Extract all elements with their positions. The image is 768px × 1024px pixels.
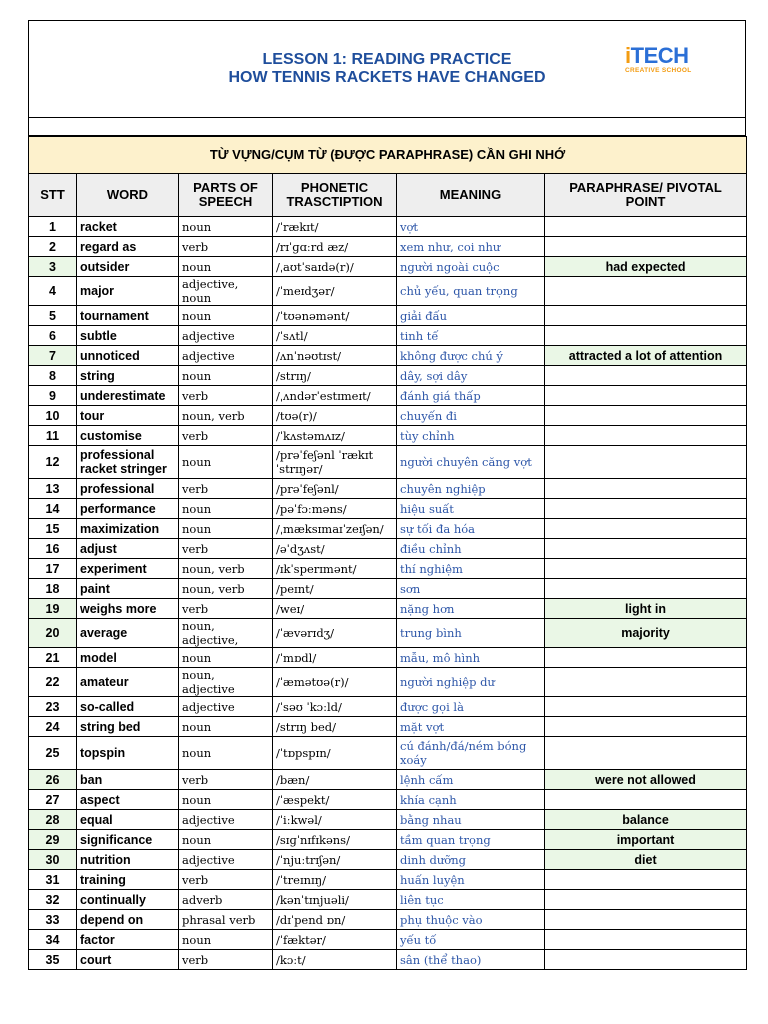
- cell-stt: 14: [29, 499, 77, 519]
- cell-para: [545, 930, 747, 950]
- table-row: [29, 479, 747, 499]
- cell-para: [545, 237, 747, 257]
- cell-stt: 33: [29, 910, 77, 930]
- cell-pos: noun: [179, 257, 273, 277]
- cell-pos: phrasal verb: [179, 910, 273, 930]
- cell-stt: 25: [29, 737, 77, 770]
- cell-phon: /ˈæmətʊə(r)/: [273, 668, 397, 697]
- cell-pos: adjective: [179, 346, 273, 366]
- column-header-row: [29, 174, 747, 217]
- cell-mean: phụ thuộc vào: [397, 910, 545, 930]
- table-row: [29, 950, 747, 970]
- table-row: [29, 539, 747, 559]
- cell-pos: noun: [179, 366, 273, 386]
- cell-stt: 29: [29, 830, 77, 850]
- cell-phon: /tʊə(r)/: [273, 406, 397, 426]
- cell-phon: /ʌnˈnəʊtɪst/: [273, 346, 397, 366]
- cell-stt: 6: [29, 326, 77, 346]
- cell-phon: /ˈrækɪt/: [273, 217, 397, 237]
- cell-stt: 26: [29, 770, 77, 790]
- table-row: [29, 930, 747, 950]
- cell-para: [545, 519, 747, 539]
- cell-stt: 21: [29, 648, 77, 668]
- cell-phon: /ˈiːkwəl/: [273, 810, 397, 830]
- cell-mean: được gọi là: [397, 697, 545, 717]
- cell-pos: noun: [179, 830, 273, 850]
- col-header-word: WORD: [77, 174, 179, 217]
- table-row: [29, 890, 747, 910]
- cell-stt: 31: [29, 870, 77, 890]
- cell-para: [545, 668, 747, 697]
- cell-mean: mặt vợt: [397, 717, 545, 737]
- cell-word: subtle: [77, 326, 179, 346]
- table-body: [29, 217, 747, 970]
- cell-stt: 23: [29, 697, 77, 717]
- table-row: [29, 790, 747, 810]
- cell-para: diet: [545, 850, 747, 870]
- cell-mean: tùy chỉnh: [397, 426, 545, 446]
- table-row: [29, 386, 747, 406]
- cell-word: average: [77, 619, 179, 648]
- cell-stt: 7: [29, 346, 77, 366]
- cell-pos: noun: [179, 790, 273, 810]
- cell-stt: 4: [29, 277, 77, 306]
- cell-stt: 16: [29, 539, 77, 559]
- cell-word: underestimate: [77, 386, 179, 406]
- cell-word: significance: [77, 830, 179, 850]
- table-row: [29, 519, 747, 539]
- cell-mean: người ngoài cuộc: [397, 257, 545, 277]
- cell-stt: 11: [29, 426, 77, 446]
- cell-pos: noun: [179, 217, 273, 237]
- cell-stt: 19: [29, 599, 77, 619]
- cell-para: had expected: [545, 257, 747, 277]
- cell-mean: trung bình: [397, 619, 545, 648]
- cell-word: ban: [77, 770, 179, 790]
- cell-stt: 27: [29, 790, 77, 810]
- cell-phon: /ˌʌndərˈestɪmeɪt/: [273, 386, 397, 406]
- cell-word: major: [77, 277, 179, 306]
- logo-i-letter: i: [625, 43, 631, 68]
- cell-pos: verb: [179, 870, 273, 890]
- cell-mean: nặng hơn: [397, 599, 545, 619]
- cell-stt: 10: [29, 406, 77, 426]
- table-row: [29, 346, 747, 366]
- cell-pos: noun: [179, 648, 273, 668]
- table-row: [29, 668, 747, 697]
- col-header-pos: PARTS OF SPEECH: [179, 174, 273, 217]
- cell-para: [545, 499, 747, 519]
- cell-para: [545, 326, 747, 346]
- cell-word: regard as: [77, 237, 179, 257]
- cell-phon: /ˈævərɪdʒ/: [273, 619, 397, 648]
- table-row: [29, 599, 747, 619]
- cell-word: model: [77, 648, 179, 668]
- cell-phon: /pəˈfɔːməns/: [273, 499, 397, 519]
- cell-word: topspin: [77, 737, 179, 770]
- table-row: [29, 406, 747, 426]
- cell-mean: lệnh cấm: [397, 770, 545, 790]
- document-sheet: [28, 20, 746, 970]
- cell-phon: /ˈsʌtl/: [273, 326, 397, 346]
- cell-para: [545, 697, 747, 717]
- cell-phon: /ˌmæksɪmaɪˈzeɪʃən/: [273, 519, 397, 539]
- cell-stt: 34: [29, 930, 77, 950]
- cell-word: so-called: [77, 697, 179, 717]
- cell-pos: verb: [179, 950, 273, 970]
- cell-mean: người chuyên căng vợt: [397, 446, 545, 479]
- table-row: [29, 217, 747, 237]
- cell-pos: adjective, noun: [179, 277, 273, 306]
- cell-para: [545, 539, 747, 559]
- table-row: [29, 619, 747, 648]
- cell-mean: điều chỉnh: [397, 539, 545, 559]
- cell-phon: /rɪˈɡɑːrd æz/: [273, 237, 397, 257]
- cell-para: [545, 950, 747, 970]
- table-row: [29, 499, 747, 519]
- cell-word: court: [77, 950, 179, 970]
- cell-pos: verb: [179, 479, 273, 499]
- cell-para: [545, 366, 747, 386]
- cell-word: continually: [77, 890, 179, 910]
- cell-mean: dinh dưỡng: [397, 850, 545, 870]
- cell-mean: vợt: [397, 217, 545, 237]
- cell-para: [545, 386, 747, 406]
- cell-para: majority: [545, 619, 747, 648]
- cell-pos: noun: [179, 930, 273, 950]
- cell-word: performance: [77, 499, 179, 519]
- cell-para: [545, 579, 747, 599]
- cell-mean: yếu tố: [397, 930, 545, 950]
- cell-mean: bằng nhau: [397, 810, 545, 830]
- cell-para: [545, 559, 747, 579]
- cell-stt: 15: [29, 519, 77, 539]
- table-row: [29, 717, 747, 737]
- cell-pos: noun: [179, 446, 273, 479]
- cell-stt: 2: [29, 237, 77, 257]
- document-header: [28, 20, 746, 118]
- cell-mean: không được chú ý: [397, 346, 545, 366]
- cell-word: paint: [77, 579, 179, 599]
- table-row: [29, 737, 747, 770]
- table-row: [29, 910, 747, 930]
- cell-para: [545, 648, 747, 668]
- cell-mean: tinh tế: [397, 326, 545, 346]
- cell-word: tournament: [77, 306, 179, 326]
- cell-para: [545, 277, 747, 306]
- cell-word: string bed: [77, 717, 179, 737]
- cell-pos: adverb: [179, 890, 273, 910]
- table-row: [29, 446, 747, 479]
- table-row: [29, 850, 747, 870]
- cell-phon: /dɪˈpend ɒn/: [273, 910, 397, 930]
- cell-para: [545, 406, 747, 426]
- cell-para: [545, 910, 747, 930]
- cell-mean: mẫu, mô hình: [397, 648, 545, 668]
- cell-mean: sân (thể thao): [397, 950, 545, 970]
- cell-word: weighs more: [77, 599, 179, 619]
- cell-pos: verb: [179, 386, 273, 406]
- cell-mean: đánh giá thấp: [397, 386, 545, 406]
- cell-stt: 35: [29, 950, 77, 970]
- cell-pos: noun, adjective: [179, 668, 273, 697]
- cell-para: were not allowed: [545, 770, 747, 790]
- cell-phon: /ˈnjuːtrɪʃən/: [273, 850, 397, 870]
- cell-word: aspect: [77, 790, 179, 810]
- cell-stt: 5: [29, 306, 77, 326]
- cell-phon: /ˈtreɪnɪŋ/: [273, 870, 397, 890]
- cell-phon: /ˈfæktər/: [273, 930, 397, 950]
- cell-phon: /strɪŋ bed/: [273, 717, 397, 737]
- cell-para: [545, 426, 747, 446]
- cell-mean: dây, sợi dây: [397, 366, 545, 386]
- table-row: [29, 648, 747, 668]
- cell-stt: 32: [29, 890, 77, 910]
- cell-mean: chuyến đi: [397, 406, 545, 426]
- cell-word: factor: [77, 930, 179, 950]
- cell-pos: noun, verb: [179, 559, 273, 579]
- cell-phon: /kənˈtɪnjuəli/: [273, 890, 397, 910]
- cell-pos: noun: [179, 717, 273, 737]
- cell-stt: 9: [29, 386, 77, 406]
- logo-subtitle: CREATIVE SCHOOL: [625, 67, 692, 74]
- cell-stt: 12: [29, 446, 77, 479]
- cell-pos: verb: [179, 539, 273, 559]
- vocabulary-table: [28, 136, 747, 970]
- cell-word: equal: [77, 810, 179, 830]
- cell-mean: người nghiệp dư: [397, 668, 545, 697]
- cell-pos: noun: [179, 519, 273, 539]
- cell-phon: /ˈsəʊ ˈkɔːld/: [273, 697, 397, 717]
- cell-phon: /sɪɡˈnɪfɪkəns/: [273, 830, 397, 850]
- section-row: [29, 137, 747, 174]
- cell-mean: sơn: [397, 579, 545, 599]
- col-header-meaning: MEANING: [397, 174, 545, 217]
- table-row: [29, 579, 747, 599]
- cell-pos: verb: [179, 426, 273, 446]
- table-row: [29, 366, 747, 386]
- cell-stt: 20: [29, 619, 77, 648]
- title-line-2: HOW TENNIS RACKETS HAVE CHANGED: [228, 69, 546, 86]
- cell-mean: sự tối đa hóa: [397, 519, 545, 539]
- cell-word: string: [77, 366, 179, 386]
- cell-phon: /ˈmeɪdʒər/: [273, 277, 397, 306]
- cell-para: [545, 790, 747, 810]
- cell-mean: xem như, coi như: [397, 237, 545, 257]
- cell-para: [545, 306, 747, 326]
- cell-para: attracted a lot of attention: [545, 346, 747, 366]
- cell-mean: khía cạnh: [397, 790, 545, 810]
- cell-para: [545, 217, 747, 237]
- cell-pos: verb: [179, 770, 273, 790]
- table-row: [29, 697, 747, 717]
- cell-word: nutrition: [77, 850, 179, 870]
- cell-phon: /weɪ/: [273, 599, 397, 619]
- col-header-paraphrase: PARAPHRASE/ PIVOTAL POINT: [545, 174, 747, 217]
- cell-word: unnoticed: [77, 346, 179, 366]
- table-row: [29, 830, 747, 850]
- cell-pos: verb: [179, 599, 273, 619]
- cell-phon: /ˈmɒdl/: [273, 648, 397, 668]
- cell-pos: adjective: [179, 697, 273, 717]
- cell-phon: /ˈtʊənəmənt/: [273, 306, 397, 326]
- cell-phon: /ˈkʌstəmʌɪz/: [273, 426, 397, 446]
- cell-stt: 22: [29, 668, 77, 697]
- cell-word: training: [77, 870, 179, 890]
- cell-stt: 8: [29, 366, 77, 386]
- cell-para: balance: [545, 810, 747, 830]
- cell-pos: adjective: [179, 326, 273, 346]
- cell-pos: noun: [179, 737, 273, 770]
- cell-stt: 18: [29, 579, 77, 599]
- cell-word: customise: [77, 426, 179, 446]
- cell-mean: thí nghiệm: [397, 559, 545, 579]
- cell-pos: noun: [179, 499, 273, 519]
- title-line-1: LESSON 1: READING PRACTICE: [262, 51, 512, 68]
- cell-para: [545, 890, 747, 910]
- cell-mean: tầm quan trọng: [397, 830, 545, 850]
- col-header-phonetic: PHONETIC TRASCTIPTION: [273, 174, 397, 217]
- cell-mean: giải đấu: [397, 306, 545, 326]
- cell-stt: 30: [29, 850, 77, 870]
- col-header-stt: STT: [29, 174, 77, 217]
- cell-mean: chủ yếu, quan trọng: [397, 277, 545, 306]
- cell-stt: 28: [29, 810, 77, 830]
- cell-mean: hiệu suất: [397, 499, 545, 519]
- cell-phon: /peɪnt/: [273, 579, 397, 599]
- cell-word: maximization: [77, 519, 179, 539]
- cell-phon: /ˈtɒpspɪn/: [273, 737, 397, 770]
- table-row: [29, 257, 747, 277]
- cell-phon: /strɪŋ/: [273, 366, 397, 386]
- table-row: [29, 326, 747, 346]
- cell-stt: 1: [29, 217, 77, 237]
- cell-para: [545, 479, 747, 499]
- cell-para: [545, 446, 747, 479]
- cell-para: important: [545, 830, 747, 850]
- cell-stt: 13: [29, 479, 77, 499]
- cell-stt: 17: [29, 559, 77, 579]
- cell-phon: /ɪkˈsperɪmənt/: [273, 559, 397, 579]
- table-row: [29, 237, 747, 257]
- table-row: [29, 277, 747, 306]
- cell-pos: noun, adjective,: [179, 619, 273, 648]
- table-row: [29, 426, 747, 446]
- cell-mean: cú đánh/đá/ném bóng xoáy: [397, 737, 545, 770]
- cell-word: adjust: [77, 539, 179, 559]
- itech-logo: [625, 45, 705, 75]
- cell-phon: /prəˈfeʃənl ˈrækɪt ˈstrɪŋər/: [273, 446, 397, 479]
- cell-word: tour: [77, 406, 179, 426]
- cell-phon: /ˈæspekt/: [273, 790, 397, 810]
- cell-word: professional racket stringer: [77, 446, 179, 479]
- cell-phon: /bæn/: [273, 770, 397, 790]
- cell-word: experiment: [77, 559, 179, 579]
- cell-para: light in: [545, 599, 747, 619]
- cell-stt: 3: [29, 257, 77, 277]
- cell-pos: adjective: [179, 810, 273, 830]
- cell-pos: adjective: [179, 850, 273, 870]
- cell-phon: /ˌaʊtˈsaɪdə(r)/: [273, 257, 397, 277]
- cell-para: [545, 717, 747, 737]
- cell-mean: chuyên nghiệp: [397, 479, 545, 499]
- cell-pos: noun, verb: [179, 406, 273, 426]
- cell-mean: huấn luyện: [397, 870, 545, 890]
- cell-stt: 24: [29, 717, 77, 737]
- cell-phon: /prəˈfeʃənl/: [273, 479, 397, 499]
- cell-word: amateur: [77, 668, 179, 697]
- cell-pos: verb: [179, 237, 273, 257]
- cell-pos: noun: [179, 306, 273, 326]
- table-row: [29, 770, 747, 790]
- table-row: [29, 810, 747, 830]
- header-spacer: [28, 118, 746, 136]
- cell-para: [545, 737, 747, 770]
- cell-word: racket: [77, 217, 179, 237]
- table-row: [29, 559, 747, 579]
- table-row: [29, 306, 747, 326]
- cell-phon: /kɔːt/: [273, 950, 397, 970]
- cell-pos: noun, verb: [179, 579, 273, 599]
- cell-word: outsider: [77, 257, 179, 277]
- table-row: [29, 870, 747, 890]
- cell-mean: liên tục: [397, 890, 545, 910]
- cell-phon: /əˈdʒʌst/: [273, 539, 397, 559]
- cell-word: depend on: [77, 910, 179, 930]
- section-title: TỪ VỰNG/CỤM TỪ (ĐƯỢC PARAPHRASE) CẦN GHI NHỚ: [29, 137, 747, 174]
- cell-word: professional: [77, 479, 179, 499]
- logo-brand: iTECH: [625, 43, 689, 68]
- cell-para: [545, 870, 747, 890]
